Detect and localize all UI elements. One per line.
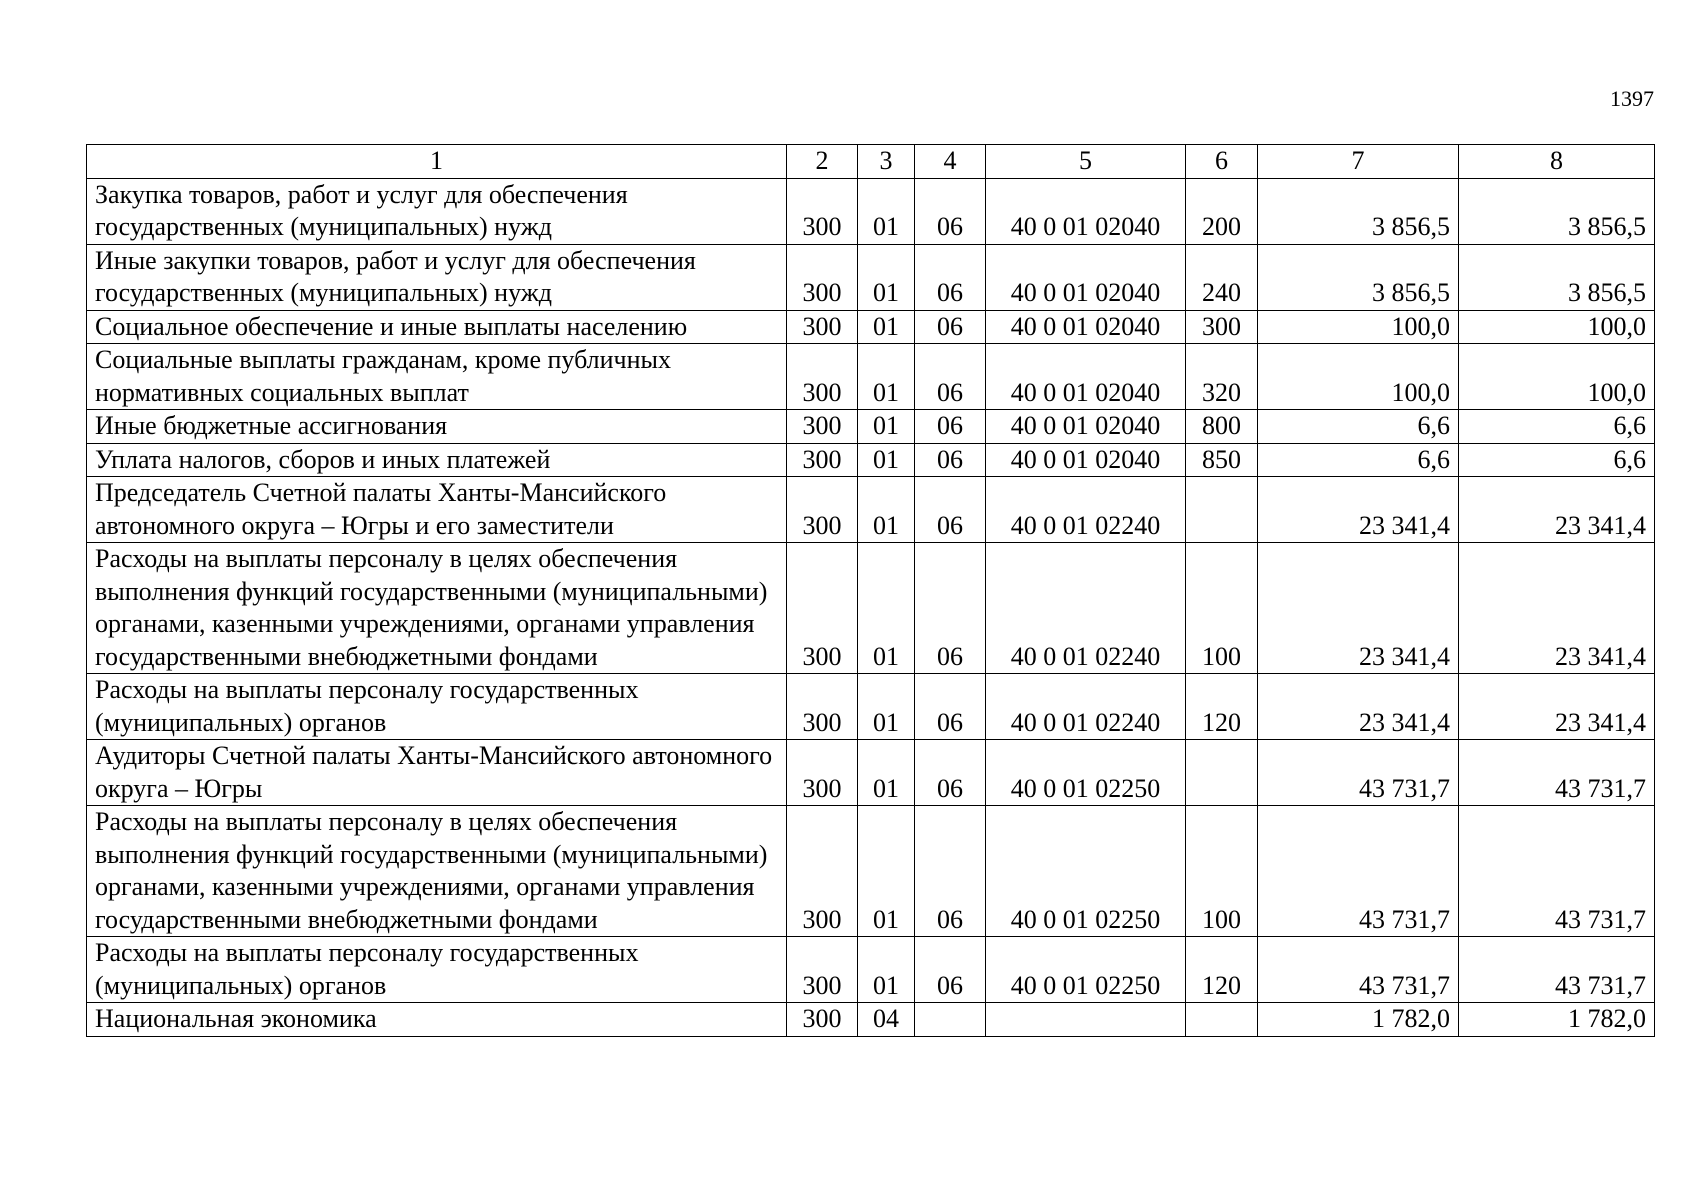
column-header-4: 4 (915, 145, 986, 179)
cell-section: 01 (858, 543, 915, 674)
cell-amount-1: 3 856,5 (1258, 178, 1459, 244)
cell-ministry-code: 300 (787, 806, 858, 937)
table-row (87, 674, 1655, 740)
column-header-7: 7 (1258, 145, 1459, 179)
cell-section: 01 (858, 244, 915, 310)
cell-ministry-code: 300 (787, 543, 858, 674)
table-row (87, 443, 1655, 477)
header-row (87, 145, 1655, 179)
table-row (87, 178, 1655, 244)
row-name: Расходы на выплаты персоналу государственных (муниципальных) органов (87, 937, 787, 1003)
table-row (87, 740, 1655, 806)
cell-target-article (986, 1003, 1186, 1037)
cell-subsection: 06 (915, 937, 986, 1003)
row-name: Социальное обеспечение и иные выплаты населению (87, 310, 787, 344)
cell-amount-2: 43 731,7 (1459, 740, 1655, 806)
row-name: Закупка товаров, работ и услуг для обеспечения государственных (муниципальных) нужд (87, 178, 787, 244)
cell-target-article: 40 0 01 02250 (986, 806, 1186, 937)
cell-ministry-code: 300 (787, 937, 858, 1003)
column-header-2: 2 (787, 145, 858, 179)
cell-section: 01 (858, 344, 915, 410)
cell-ministry-code: 300 (787, 244, 858, 310)
cell-ministry-code: 300 (787, 178, 858, 244)
cell-expense-type (1186, 1003, 1258, 1037)
cell-expense-type: 100 (1186, 543, 1258, 674)
cell-subsection: 06 (915, 443, 986, 477)
cell-amount-2: 1 782,0 (1459, 1003, 1655, 1037)
row-name: Социальные выплаты гражданам, кроме публичных нормативных социальных выплат (87, 344, 787, 410)
cell-expense-type: 850 (1186, 443, 1258, 477)
cell-subsection: 06 (915, 477, 986, 543)
cell-amount-1: 1 782,0 (1258, 1003, 1459, 1037)
row-name: Национальная экономика (87, 1003, 787, 1037)
cell-amount-2: 23 341,4 (1459, 543, 1655, 674)
cell-amount-1: 23 341,4 (1258, 674, 1459, 740)
table-row (87, 344, 1655, 410)
cell-expense-type: 320 (1186, 344, 1258, 410)
cell-expense-type (1186, 477, 1258, 543)
cell-expense-type: 300 (1186, 310, 1258, 344)
table-row (87, 244, 1655, 310)
cell-expense-type: 100 (1186, 806, 1258, 937)
column-header-8: 8 (1459, 145, 1655, 179)
cell-target-article: 40 0 01 02040 (986, 410, 1186, 444)
cell-subsection: 06 (915, 806, 986, 937)
cell-section: 01 (858, 740, 915, 806)
column-header-5: 5 (986, 145, 1186, 179)
cell-subsection (915, 1003, 986, 1037)
cell-ministry-code: 300 (787, 310, 858, 344)
cell-amount-2: 100,0 (1459, 310, 1655, 344)
cell-amount-2: 3 856,5 (1459, 178, 1655, 244)
page-number: 1397 (1610, 86, 1654, 111)
row-name: Иные закупки товаров, работ и услуг для обеспечения государственных (муниципальных) нужд (87, 244, 787, 310)
cell-section: 01 (858, 674, 915, 740)
cell-target-article: 40 0 01 02240 (986, 674, 1186, 740)
cell-section: 01 (858, 477, 915, 543)
cell-target-article: 40 0 01 02040 (986, 178, 1186, 244)
cell-subsection: 06 (915, 344, 986, 410)
cell-amount-2: 6,6 (1459, 443, 1655, 477)
cell-ministry-code: 300 (787, 740, 858, 806)
cell-amount-2: 100,0 (1459, 344, 1655, 410)
cell-amount-2: 43 731,7 (1459, 806, 1655, 937)
cell-subsection: 06 (915, 740, 986, 806)
cell-amount-1: 23 341,4 (1258, 477, 1459, 543)
cell-amount-1: 6,6 (1258, 443, 1459, 477)
cell-subsection: 06 (915, 674, 986, 740)
table-row (87, 477, 1655, 543)
cell-expense-type: 200 (1186, 178, 1258, 244)
cell-subsection: 06 (915, 543, 986, 674)
cell-amount-2: 43 731,7 (1459, 937, 1655, 1003)
cell-target-article: 40 0 01 02040 (986, 310, 1186, 344)
cell-subsection: 06 (915, 178, 986, 244)
cell-ministry-code: 300 (787, 674, 858, 740)
cell-amount-1: 3 856,5 (1258, 244, 1459, 310)
cell-ministry-code: 300 (787, 344, 858, 410)
table-row (87, 1003, 1655, 1037)
cell-ministry-code: 300 (787, 443, 858, 477)
cell-ministry-code: 300 (787, 410, 858, 444)
column-header-3: 3 (858, 145, 915, 179)
cell-expense-type: 120 (1186, 674, 1258, 740)
row-name: Расходы на выплаты персоналу в целях обеспечения выполнения функций государственными (муниципальными) органами, казенными учреждениями, органами управления государственными внебюджетными фондами (87, 806, 787, 937)
cell-subsection: 06 (915, 310, 986, 344)
cell-expense-type: 120 (1186, 937, 1258, 1003)
cell-amount-1: 43 731,7 (1258, 806, 1459, 937)
cell-amount-2: 23 341,4 (1459, 674, 1655, 740)
row-name: Уплата налогов, сборов и иных платежей (87, 443, 787, 477)
cell-section: 04 (858, 1003, 915, 1037)
cell-amount-1: 6,6 (1258, 410, 1459, 444)
cell-target-article: 40 0 01 02040 (986, 244, 1186, 310)
cell-amount-2: 23 341,4 (1459, 477, 1655, 543)
table-row (87, 543, 1655, 674)
cell-section: 01 (858, 310, 915, 344)
cell-section: 01 (858, 443, 915, 477)
cell-amount-1: 43 731,7 (1258, 937, 1459, 1003)
table-row (87, 937, 1655, 1003)
row-name: Аудиторы Счетной палаты Ханты-Мансийского автономного округа – Югры (87, 740, 787, 806)
table-row (87, 310, 1655, 344)
table-row (87, 410, 1655, 444)
table-row (87, 806, 1655, 937)
cell-target-article: 40 0 01 02250 (986, 740, 1186, 806)
cell-expense-type (1186, 740, 1258, 806)
cell-amount-1: 43 731,7 (1258, 740, 1459, 806)
cell-amount-1: 100,0 (1258, 310, 1459, 344)
row-name: Расходы на выплаты персоналу государственных (муниципальных) органов (87, 674, 787, 740)
row-name: Председатель Счетной палаты Ханты-Мансийского автономного округа – Югры и его заместители (87, 477, 787, 543)
cell-section: 01 (858, 806, 915, 937)
cell-amount-2: 6,6 (1459, 410, 1655, 444)
cell-section: 01 (858, 410, 915, 444)
cell-expense-type: 240 (1186, 244, 1258, 310)
cell-subsection: 06 (915, 244, 986, 310)
cell-subsection: 06 (915, 410, 986, 444)
column-header-6: 6 (1186, 145, 1258, 179)
cell-ministry-code: 300 (787, 1003, 858, 1037)
cell-ministry-code: 300 (787, 477, 858, 543)
row-name: Расходы на выплаты персоналу в целях обеспечения выполнения функций государственными (муниципальными) органами, казенными учреждениями, органами управления государственными внебюджетными фондами (87, 543, 787, 674)
cell-section: 01 (858, 178, 915, 244)
cell-expense-type: 800 (1186, 410, 1258, 444)
cell-amount-1: 23 341,4 (1258, 543, 1459, 674)
cell-section: 01 (858, 937, 915, 1003)
cell-amount-1: 100,0 (1258, 344, 1459, 410)
cell-target-article: 40 0 01 02250 (986, 937, 1186, 1003)
column-header-1: 1 (87, 145, 787, 179)
cell-target-article: 40 0 01 02240 (986, 543, 1186, 674)
row-name: Иные бюджетные ассигнования (87, 410, 787, 444)
budget-table (86, 144, 1655, 1037)
cell-target-article: 40 0 01 02040 (986, 344, 1186, 410)
cell-amount-2: 3 856,5 (1459, 244, 1655, 310)
cell-target-article: 40 0 01 02240 (986, 477, 1186, 543)
cell-target-article: 40 0 01 02040 (986, 443, 1186, 477)
